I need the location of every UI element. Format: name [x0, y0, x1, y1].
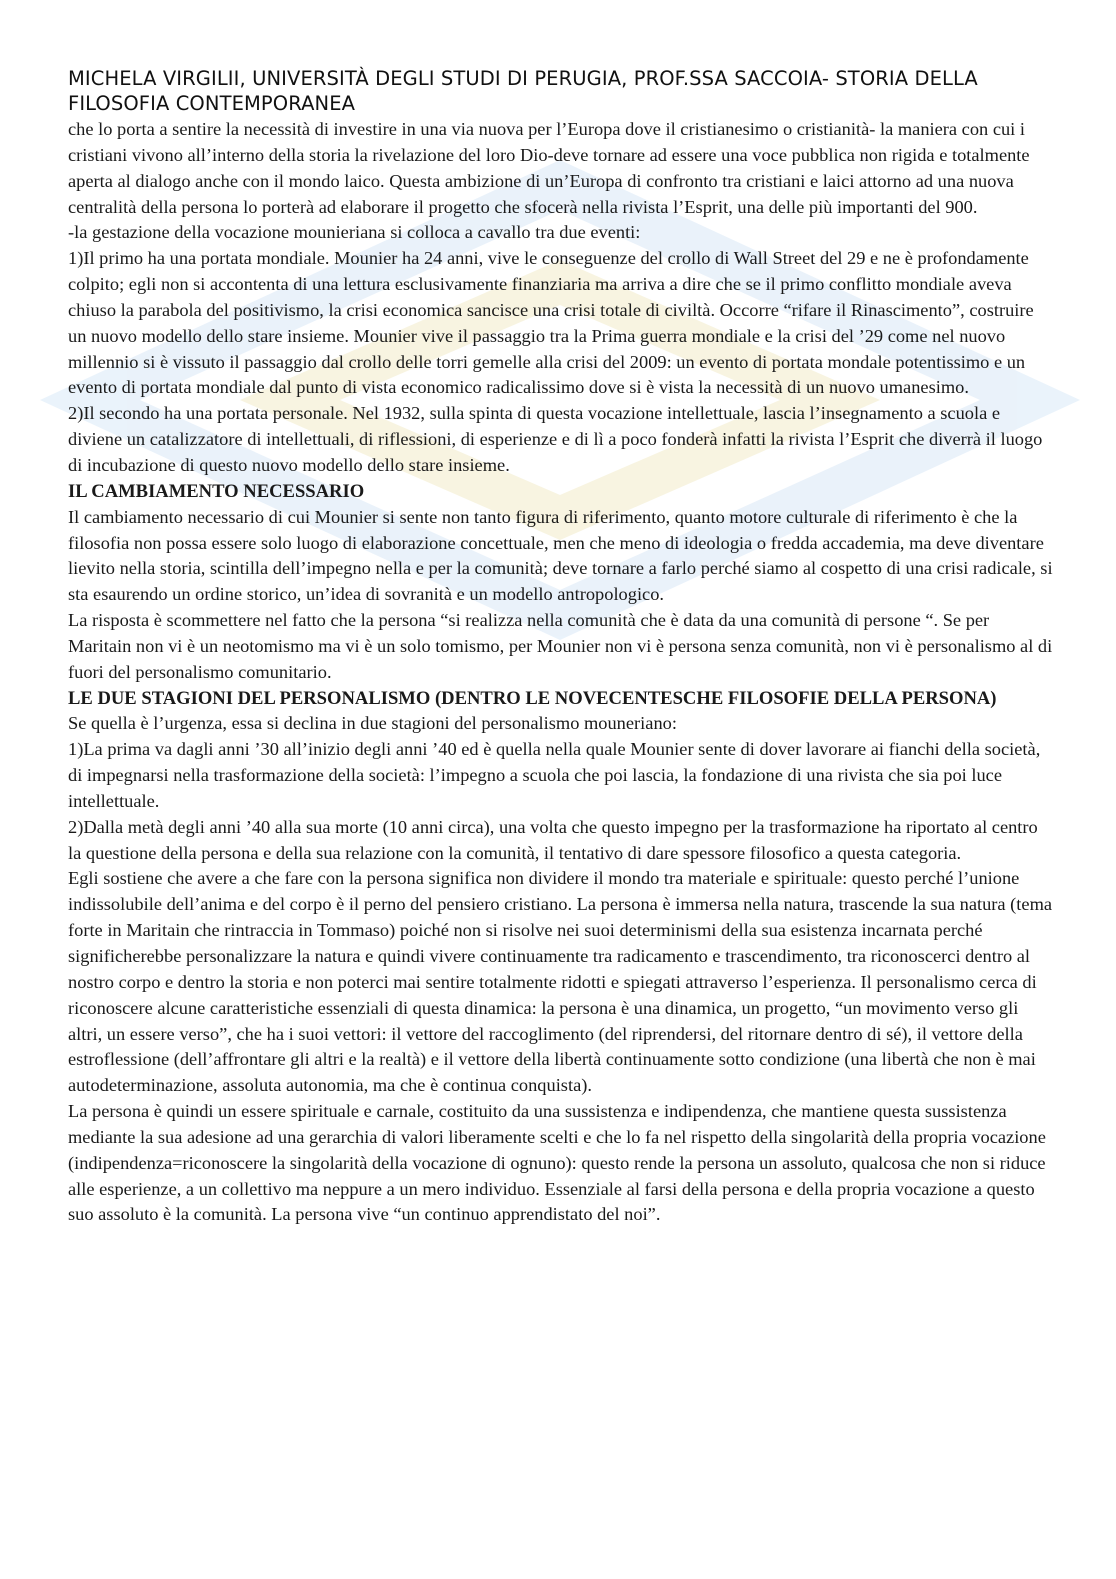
paragraph: 1)La prima va dagli anni ’30 all’inizio degli anni ’40 ed è quella nella quale Mounier sente di dover lavorare ai fianchi della società, di impegnarsi nella trasformazione della società: l’impegno a scuola che poi lascia, la fondazione di una rivista che sia poi luce intellettuale. [68, 739, 1041, 811]
paragraph: La risposta è scommettere nel fatto che la persona “si realizza nella comunità che è data da una comunità di persone “. Se per Maritain non vi è un neotomismo ma vi è un solo tomismo, per Mounier non vi è persona senza comunità, non vi è personalismo al di fuori del personalismo comunitario. [68, 610, 1053, 682]
section-heading: IL CAMBIAMENTO NECESSARIO [68, 480, 365, 502]
paragraph: 2)Dalla metà degli anni ’40 alla sua morte (10 anni circa), una volta che questo impegno per la trasformazione ha riportato al centro la questione della persona e della sua relazione con la comunità, il tentativo di dare spessore filosofico a questa categoria. [68, 816, 1038, 863]
paragraph: 2)Il secondo ha una portata personale. Nel 1932, sulla spinta di questa vocazione intellettuale, lascia l’insegnamento a scuola e diviene un catalizzatore di intellettuali, di riflessioni, di esperienze e di lì a poco fonderà infatti la rivista l’Esprit che diverrà il luogo di incubazione di questo nuovo modello dello stare insieme. [68, 403, 1043, 475]
paragraph: Egli sostiene che avere a che fare con la persona significa non dividere il mondo tra materiale e spirituale: questo perché l’unione indissolubile dell’anima e del corpo è il perno del pensiero cristiano. La persona è immersa nella natura, trascende la sua natura (tema forte in Maritain che rintraccia in Tommaso) poiché non si risolve nei suoi determinismi della sua esistenza incarnata perché significherebbe personalizzare la natura e quindi vivere continuamente tra radicamento e trascendimento, tra riconoscerci dentro al nostro corpo e dentro la storia e non poterci mai sentire totalmente ridotti e spiegati attraverso l’esperienza. Il personalismo cerca di riconoscere alcune caratteristiche essenziali di questa dinamica: la persona è una dinamica, un progetto, “un movimento verso gli altri, un essere verso”, che ha i suoi vettori: il vettore del raccoglimento (del riprendersi, del ritornare dentro di sé), il vettore della estroflessione (dell’affrontare gli altri e la realtà) e il vettore della libertà continuamente sotto condizione (una libertà che non è mai autodeterminazione, assoluta autonomia, ma che è continua conquista). [68, 868, 1053, 1096]
document-header: MICHELA VIRGILII, UNIVERSITÀ DEGLI STUDI DI PERUGIA, PROF.SSA SACCOIA- STORIA DELLA FILOSOFIA CONTEMPORANEA [68, 67, 978, 115]
paragraph: Il cambiamento necessario di cui Mounier si sente non tanto figura di riferimento, quanto motore culturale di riferimento è che la filosofia non possa essere solo luogo di elaborazione concettuale, men che meno di ideologia o fredda accademia, ma deve diventare lievito nella storia, scintilla dell’impegno nella e per la comunità; deve tornare a farlo perché siamo al cospetto di una crisi radicale, si sta esaurendo un ordine storico, un’idea di sovranità e un modello antropologico. [68, 506, 1053, 605]
section-heading: LE DUE STAGIONI DEL PERSONALISMO (DENTRO LE NOVECENTESCHE FILOSOFIE DELLA PERSONA) [68, 687, 997, 709]
paragraph: Se quella è l’urgenza, essa si declina in due stagioni del personalismo mouneriano: [68, 713, 677, 734]
document-page [68, 66, 1054, 1228]
paragraph: La persona è quindi un essere spirituale e carnale, costituito da una sussistenza e indipendenza, che mantiene questa sussistenza mediante la sua adesione ad una gerarchia di valori liberamente scelti e che lo fa nel rispetto della singolarità della propria vocazione (indipendenza=riconoscere la singolarità della vocazione di ognuno): questo rende la persona un assoluto, qualcosa che non si riduce alle esperienze, a un collettivo ma neppure a un mero individuo. Essenziale al farsi della persona e della propria vocazione a questo suo assoluto è la comunità. La persona vive “un continuo apprendistato del noi”. [68, 1101, 1046, 1225]
paragraph: che lo porta a sentire la necessità di investire in una via nuova per l’Europa dove il cristianesimo o cristianità- la maniera con cui i cristiani vivono all’interno della storia la rivelazione del loro Dio-deve tornare ad essere una voce pubblica non rigida e totalmente aperta al dialogo anche con il mondo laico. Questa ambizione di un’Europa di confronto tra cristiani e laici attorno ad una nuova centralità della persona lo porterà ad elaborare il progetto che sfocerà nella rivista l’Esprit, una delle più importanti del 900. [68, 119, 1030, 217]
paragraph: 1)Il primo ha una portata mondiale. Mounier ha 24 anni, vive le conseguenze del crollo di Wall Street del 29 e ne è profondamente colpito; egli non si accontenta di una lettura esclusivamente finanziaria ma arriva a dire che se il primo conflitto mondiale aveva chiuso la parabola del positivismo, la crisi economica sancisce una crisi totale di civiltà. Occorre “rifare il Rinascimento”, costruire un nuovo modello dello stare insieme. Mounier vive il passaggio tra la Prima guerra mondiale e la crisi del ’29 come nel nuovo millennio si è vissuto il passaggio dal crollo delle torri gemelle alla crisi del 2009: un evento di portata mondale potentissimo e un evento di portata mondiale dal punto di vista economico radicalissimo dove si è vista la necessità di un nuovo umanesimo. [68, 248, 1034, 398]
document-body [68, 117, 1054, 1228]
paragraph: -la gestazione della vocazione mounieriana si colloca a cavallo tra due eventi: [68, 222, 641, 243]
